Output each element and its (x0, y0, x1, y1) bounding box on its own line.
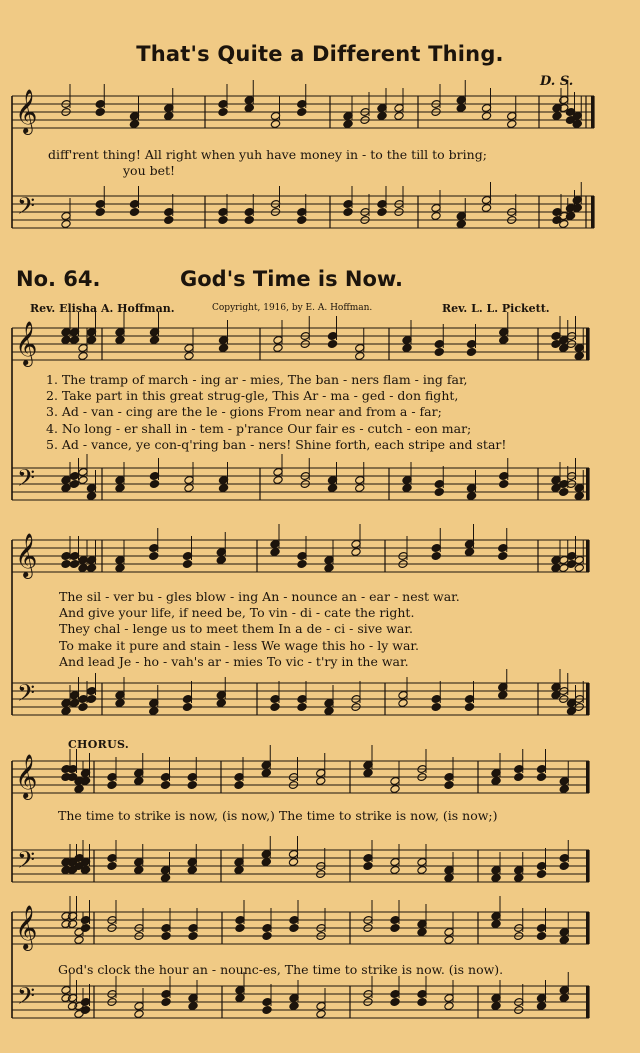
note-head (234, 866, 244, 875)
note-head (444, 1002, 454, 1011)
note-head (297, 216, 307, 225)
note-head (69, 560, 79, 569)
note-head (218, 216, 228, 225)
note-head (316, 1010, 326, 1019)
note-head (69, 699, 79, 708)
note-head (273, 476, 283, 485)
chorus-lyric-line-1: The time to strike is now, (is now,) The time to strike is now, (is now;) (58, 808, 498, 823)
treble-clef-icon: 𝄞 (15, 754, 38, 798)
note-head (134, 777, 144, 786)
final-bar (591, 196, 594, 228)
note-head (78, 476, 88, 485)
top-piece-title: That's Quite a Different Thing. (136, 42, 504, 66)
final-bar (591, 96, 594, 128)
note-head (499, 480, 509, 489)
note-head (324, 707, 334, 716)
note-head (69, 480, 79, 489)
note-head (402, 484, 412, 493)
bass-clef-icon: 𝄢 (17, 982, 36, 1015)
note-head (115, 336, 125, 345)
hymn-copyright: Copyright, 1916, by E. A. Hoffman. (212, 303, 373, 313)
ds-mark: D. S. (540, 74, 574, 89)
note-head (499, 336, 509, 345)
note-head (134, 1010, 144, 1019)
note-head (431, 212, 441, 221)
final-bar (586, 328, 589, 360)
note-head (234, 781, 244, 790)
note-head (324, 564, 334, 573)
note-head (297, 108, 307, 117)
note-head (431, 703, 441, 712)
note-head (107, 862, 117, 871)
note-head (86, 336, 96, 345)
note-head (398, 699, 408, 708)
final-bar (586, 850, 589, 882)
note-head (363, 862, 373, 871)
verse-lyric-line: 2. Take part in this great strug-gle, This Ar - ma - ged - don fight, (46, 388, 459, 404)
note-head (78, 564, 88, 573)
final-bar (586, 540, 589, 572)
note-head (514, 874, 524, 883)
note-head (273, 344, 283, 353)
treble-clef-icon: 𝄞 (15, 321, 38, 365)
note-head (390, 924, 400, 933)
note-head (377, 208, 387, 217)
note-head (80, 924, 90, 933)
verse-lyric-line: 3. Ad - van - cing are the le - gions From near and from a - far; (46, 404, 442, 420)
note-head (270, 703, 280, 712)
note-head (402, 344, 412, 353)
note-head (107, 781, 117, 790)
note-head (262, 932, 272, 941)
note-head (390, 866, 400, 875)
final-bar (586, 468, 589, 500)
note-head (270, 548, 280, 557)
note-head (188, 932, 198, 941)
note-head (261, 769, 271, 778)
note-head (160, 874, 170, 883)
note-head (244, 104, 254, 113)
final-bar (586, 683, 589, 715)
note-head (297, 560, 307, 569)
hymn-title: God's Time is Now. (180, 267, 403, 291)
note-head (270, 120, 280, 129)
verse-lyric-line: 5. Ad - vance, ye con-q'ring ban - ners! Shine forth, each stripe and star! (46, 436, 507, 452)
note-head (74, 936, 84, 945)
chorus-label: CHORUS. (68, 738, 129, 751)
verse-lyric-line: 4. No long - er shall in - tem - p'rance Our fair es - cutch - eon mar; (46, 420, 472, 436)
note-head (289, 924, 299, 933)
bass-clef-icon: 𝄢 (17, 846, 36, 879)
note-head (351, 548, 361, 557)
note-head (235, 924, 245, 933)
bass-clef-icon: 𝄢 (17, 464, 36, 497)
note-head (552, 216, 562, 225)
note-head (456, 104, 466, 113)
verse-lyric-line: The sil - ver bu - gles blow - ing An - nounce an - ear - nest war. (59, 589, 460, 604)
note-head (164, 216, 174, 225)
note-head (61, 336, 71, 345)
note-head (363, 769, 373, 778)
note-head (574, 352, 584, 361)
note-head (417, 998, 427, 1007)
note-head (129, 120, 139, 129)
note-head (491, 777, 501, 786)
note-head (134, 866, 144, 875)
note-head (78, 703, 88, 712)
note-head (218, 344, 228, 353)
note-head (434, 488, 444, 497)
note-head (434, 348, 444, 357)
note-head (481, 112, 491, 121)
note-head (216, 556, 226, 565)
treble-clef-icon: 𝄞 (15, 905, 38, 949)
verse-lyric-line: They chal - lenge us to meet them In a de - ci - sive war. (59, 621, 413, 637)
verse-lyric-line: And lead Je - ho - vah's ar - mies To vic - t'ry in the war. (59, 653, 409, 669)
note-head (355, 352, 365, 361)
note-head (559, 862, 569, 871)
note-head (86, 695, 96, 704)
note-head (507, 120, 517, 129)
note-head (390, 998, 400, 1007)
note-head (343, 120, 353, 129)
note-head (80, 1006, 90, 1015)
hymn-composer: Rev. L. L. Pickett. (442, 302, 550, 315)
bass-clef-icon: 𝄢 (17, 679, 36, 712)
note-head (327, 484, 337, 493)
note-head (149, 336, 159, 345)
note-head (498, 691, 508, 700)
note-head (466, 348, 476, 357)
note-head (456, 220, 466, 229)
note-head (78, 352, 88, 361)
hymn-author: Rev. Elisha A. Hoffman. (30, 302, 175, 315)
note-head (559, 936, 569, 945)
note-head (182, 560, 192, 569)
note-head (161, 998, 171, 1007)
note-head (61, 220, 71, 229)
top-piece-lyric-line-2: you bet! (123, 163, 176, 178)
note-head (216, 699, 226, 708)
note-head (188, 1002, 198, 1011)
note-head (184, 352, 194, 361)
note-head (187, 866, 197, 875)
verse-lyric-line: And give your life, if need be, To vin - di - cate the right. (59, 605, 415, 621)
note-head (444, 936, 454, 945)
note-head (261, 858, 271, 867)
note-head (262, 1006, 272, 1015)
note-head (536, 870, 546, 879)
note-head (394, 112, 404, 121)
note-head (297, 703, 307, 712)
note-head (343, 208, 353, 217)
note-head (160, 781, 170, 790)
note-head (61, 484, 71, 493)
note-head (129, 208, 139, 217)
note-head (377, 112, 387, 121)
note-head (466, 492, 476, 501)
note-head (288, 858, 298, 867)
note-head (417, 866, 427, 875)
note-head (149, 480, 159, 489)
note-head (481, 204, 491, 213)
note-head (464, 548, 474, 557)
treble-clef-icon: 𝄞 (15, 89, 38, 133)
note-head (164, 112, 174, 121)
note-head (74, 785, 84, 794)
note-head (69, 336, 79, 345)
note-head (574, 492, 584, 501)
hymn-number: No. 64. (16, 267, 101, 291)
note-head (218, 484, 228, 493)
chorus-lyric-line-2: God's clock the hour an - nounc-es, The time to strike is now. (is now). (58, 962, 504, 977)
final-bar (586, 986, 589, 1018)
bass-clef-icon: 𝄢 (17, 192, 36, 225)
note-head (235, 994, 245, 1003)
final-bar (586, 912, 589, 944)
note-head (552, 112, 562, 121)
note-head (390, 785, 400, 794)
note-head (355, 484, 365, 493)
note-head (559, 994, 569, 1003)
note-head (491, 920, 501, 929)
note-head (444, 781, 454, 790)
note-head (115, 699, 125, 708)
treble-clef-icon: 𝄞 (15, 533, 38, 577)
note-head (86, 492, 96, 501)
note-head (536, 1002, 546, 1011)
verse-lyric-line: 1. The tramp of march - ing ar - mies, The ban - ners flam - ing far, (46, 372, 468, 387)
note-head (149, 552, 159, 561)
note-head (536, 773, 546, 782)
note-head (61, 707, 71, 716)
note-head (431, 552, 441, 561)
note-head (491, 874, 501, 883)
note-head (149, 707, 159, 716)
note-head (95, 108, 105, 117)
note-head (444, 874, 454, 883)
note-head (327, 340, 337, 349)
note-head (289, 1002, 299, 1011)
note-head (161, 932, 171, 941)
note-head (316, 777, 326, 786)
note-head (182, 703, 192, 712)
note-head (187, 781, 197, 790)
verse-lyric-line: To make it pure and stain - less We wage this ho - ly war. (59, 637, 419, 653)
final-bar (586, 761, 589, 793)
note-head (61, 560, 71, 569)
note-head (86, 564, 96, 573)
note-head (218, 108, 228, 117)
note-head (491, 1002, 501, 1011)
note-head (184, 484, 194, 493)
note-head (536, 932, 546, 941)
note-head (514, 773, 524, 782)
note-head (464, 703, 474, 712)
note-head (115, 484, 125, 493)
note-head (244, 216, 254, 225)
note-head (95, 208, 105, 217)
note-head (559, 785, 569, 794)
top-piece-lyric-line-1: diff'rent thing! All right when yuh have money in - to the till to bring; (48, 147, 487, 162)
note-head (115, 564, 125, 573)
note-head (417, 928, 427, 937)
note-head (498, 552, 508, 561)
